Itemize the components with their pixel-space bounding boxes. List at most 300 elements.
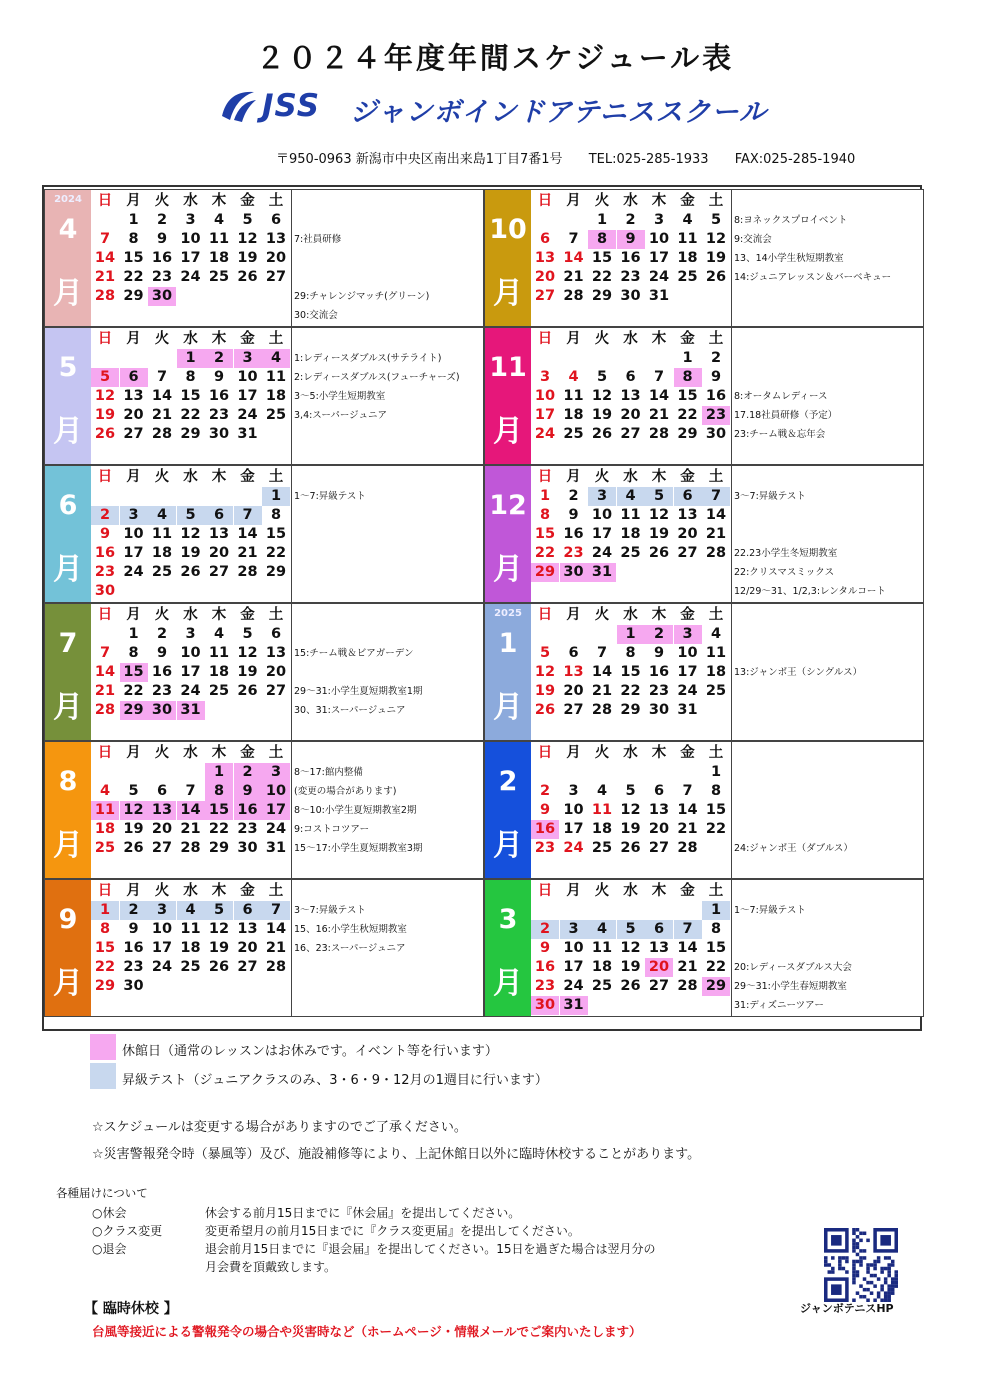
weekday-header: 木 <box>211 745 227 761</box>
day-cell: 15 <box>120 663 148 682</box>
day-cell: 5 <box>242 212 253 228</box>
day-cell: 10 <box>648 231 670 247</box>
day-cell: 26 <box>208 959 230 975</box>
day-cell: 21 <box>265 940 287 956</box>
day-cell: 22 <box>705 959 727 975</box>
day-cell: 11 <box>705 645 727 661</box>
day-cell: 23 <box>563 545 584 561</box>
day-cell: 6 <box>234 901 262 920</box>
day-cell: 13 <box>620 388 641 404</box>
event-note: 29～31:小学生夏短期教室1期 <box>294 686 423 697</box>
month-number: 12 <box>489 490 527 521</box>
month-label <box>485 880 531 1016</box>
day-cell: 22 <box>180 407 201 423</box>
day-cell: 6 <box>645 920 673 939</box>
day-cell: 27 <box>534 288 556 304</box>
day-cell: 10 <box>180 645 201 661</box>
day-cell: 24 <box>648 269 670 285</box>
day-cell: 14 <box>265 921 287 937</box>
weekday-header: 月 <box>126 331 141 347</box>
day-cell: 15 <box>180 388 201 404</box>
day-cell: 4 <box>262 349 290 368</box>
month-block-nov <box>484 327 924 465</box>
procedure-label-withdraw: ○退会 <box>92 1242 127 1256</box>
day-cell: 3 <box>185 626 196 642</box>
day-cell: 20 <box>265 250 287 266</box>
day-cell: 18 <box>620 526 641 542</box>
day-cell: 5 <box>128 783 139 799</box>
weekday-header: 金 <box>240 745 255 761</box>
day-cell: 31 <box>237 426 258 442</box>
weekday-header: 金 <box>680 193 695 209</box>
day-cell: 4 <box>710 626 722 642</box>
day-cell: 24 <box>265 821 287 837</box>
qr-label: ジャンボテニスHP <box>800 1302 894 1315</box>
month-kanji: 月 <box>53 828 83 863</box>
day-cell: 3 <box>560 920 588 939</box>
day-cell: 14 <box>648 388 670 404</box>
day-cell: 29 <box>591 288 613 304</box>
day-cell: 13 <box>677 507 698 523</box>
procedures-heading: 各種届けについて <box>56 1186 148 1200</box>
day-cell: 4 <box>588 920 616 939</box>
weekday-header: 日 <box>97 883 113 899</box>
day-cell: 14 <box>677 802 698 818</box>
day-cell: 30 <box>648 702 670 718</box>
day-cell: 4 <box>99 783 111 799</box>
event-note: 15～17:小学生夏短期教室3期 <box>294 843 423 854</box>
day-cell: 27 <box>208 564 230 580</box>
fax: FAX:025-285-1940 <box>734 152 856 167</box>
day-cell: 29 <box>531 563 559 582</box>
month-number: 10 <box>489 214 527 245</box>
day-cell: 23 <box>151 269 173 285</box>
day-cell: 8 <box>185 369 196 385</box>
event-note: 16、23:スーパージュニア <box>294 943 406 954</box>
day-cell: 12 <box>237 645 258 661</box>
day-cell: 16 <box>648 664 670 680</box>
day-cell: 21 <box>591 683 613 699</box>
month-block-jun <box>44 465 484 603</box>
day-cell: 3 <box>185 212 196 228</box>
day-cell: 28 <box>677 840 698 856</box>
weekday-header: 土 <box>268 193 284 209</box>
weekday-header: 土 <box>268 607 284 623</box>
day-cell: 22 <box>534 545 556 561</box>
day-cell: 16 <box>151 664 173 680</box>
day-cell: 1 <box>539 488 551 504</box>
day-cell: 16 <box>705 388 727 404</box>
weekday-header: 日 <box>97 469 113 485</box>
day-cell: 18 <box>151 545 173 561</box>
day-cell: 10 <box>563 940 584 956</box>
weekday-header: 金 <box>240 193 255 209</box>
logo-swoosh-icon <box>218 86 258 126</box>
month-notes <box>291 328 483 464</box>
day-cell: 15 <box>591 250 613 266</box>
day-cell: 29 <box>123 288 144 304</box>
month-block-oct <box>484 189 924 327</box>
procedure-label-pause: ○休会 <box>92 1206 127 1220</box>
day-cell: 19 <box>705 250 727 266</box>
weekday-header: 木 <box>651 883 667 899</box>
weekday-header: 火 <box>594 607 610 623</box>
weekday-header: 木 <box>651 607 667 623</box>
event-note: 29～31:小学生春短期教室 <box>734 981 847 992</box>
weekday-header: 火 <box>594 745 610 761</box>
day-cell: 5 <box>596 369 608 385</box>
day-cell: 25 <box>180 959 201 975</box>
month-label <box>45 880 91 1016</box>
day-cell: 22 <box>123 683 144 699</box>
month-kanji: 月 <box>53 552 83 587</box>
weekday-header: 木 <box>651 469 667 485</box>
day-cell: 12 <box>648 507 670 523</box>
day-cell: 11 <box>208 645 230 661</box>
event-note: 29:チャレンジマッチ(グリーン) <box>294 291 430 302</box>
day-cell: 9 <box>99 526 111 542</box>
day-cell: 1 <box>91 901 119 920</box>
day-cell: 10 <box>180 231 201 247</box>
day-cell: 5 <box>242 626 253 642</box>
weekday-header: 木 <box>211 469 227 485</box>
day-cell: 2 <box>120 901 148 920</box>
day-cell: 6 <box>270 626 282 642</box>
day-cell: 10 <box>534 388 556 404</box>
weekday-header: 土 <box>708 469 724 485</box>
day-cell: 29 <box>265 564 287 580</box>
day-cell: 9 <box>156 645 168 661</box>
month-block-dec <box>484 465 924 603</box>
day-cell: 26 <box>620 978 641 994</box>
day-cell: 17 <box>180 250 201 266</box>
day-cell: 26 <box>180 564 201 580</box>
day-cell: 28 <box>94 702 116 718</box>
day-cell: 22 <box>265 545 287 561</box>
postal-address: 〒950-0963 新潟市中央区南出来島1丁目7番1号 <box>276 152 563 167</box>
day-cell: 19 <box>180 545 201 561</box>
event-note: 13、14小学生秋短期教室 <box>734 253 844 264</box>
day-cell: 7 <box>262 901 290 920</box>
weekday-header: 水 <box>183 469 198 485</box>
weekday-header: 水 <box>623 469 638 485</box>
day-cell: 25 <box>591 978 613 994</box>
day-cell: 26 <box>705 269 727 285</box>
day-cell: 17 <box>262 801 290 820</box>
day-cell: 20 <box>208 545 230 561</box>
day-cell: 21 <box>648 407 670 423</box>
day-cell: 21 <box>151 407 173 423</box>
day-cell: 5 <box>645 487 673 506</box>
day-cell: 9 <box>710 369 722 385</box>
weekday-header: 火 <box>594 331 610 347</box>
tel: TEL:025-285-1933 <box>588 152 709 167</box>
day-cell: 17 <box>237 388 258 404</box>
day-cell: 25 <box>208 269 230 285</box>
day-cell: 14 <box>94 664 116 680</box>
event-note: 7:社員研修 <box>294 234 342 245</box>
temporary-closure-heading: 【 臨時休校 】 <box>84 1301 178 1317</box>
day-cell: 22 <box>620 683 641 699</box>
day-cell: 4 <box>177 901 205 920</box>
day-cell: 15 <box>265 526 287 542</box>
day-cell: 28 <box>265 959 287 975</box>
day-cell: 2 <box>156 212 168 228</box>
day-cell: 25 <box>94 840 116 856</box>
event-note: 9:交流会 <box>734 234 772 245</box>
qr-code-icon[interactable] <box>824 1228 898 1302</box>
day-cell: 20 <box>645 958 673 977</box>
weekday-header: 木 <box>211 193 227 209</box>
day-cell: 6 <box>205 506 233 525</box>
month-kanji: 月 <box>493 690 523 725</box>
day-cell: 2 <box>91 506 119 525</box>
day-cell: 12 <box>180 526 201 542</box>
weekday-header: 日 <box>97 607 113 623</box>
day-cell: 24 <box>591 545 613 561</box>
weekday-header: 水 <box>623 607 638 623</box>
day-cell: 24 <box>563 840 584 856</box>
month-number: 2 <box>498 766 518 797</box>
day-cell: 9 <box>128 921 139 937</box>
month-notes <box>291 466 483 602</box>
day-cell: 9 <box>234 782 262 801</box>
day-cell: 16 <box>531 820 559 839</box>
day-cell: 30 <box>123 978 144 994</box>
weekday-header: 日 <box>537 607 553 623</box>
day-cell: 12 <box>620 940 641 956</box>
day-cell: 18 <box>208 664 230 680</box>
month-kanji: 月 <box>493 414 523 449</box>
day-cell: 26 <box>648 545 670 561</box>
day-cell: 30 <box>620 288 641 304</box>
logo-name: ジャンボインドアテニススクール <box>350 97 768 128</box>
day-cell: 27 <box>620 426 641 442</box>
day-cell: 24 <box>534 426 556 442</box>
day-cell: 2 <box>710 350 722 366</box>
weekday-header: 火 <box>154 193 170 209</box>
day-cell: 30 <box>237 840 258 856</box>
day-cell: 6 <box>625 369 636 385</box>
temporary-closure-text: 台風等接近による警報発令の場合や災害時など（ホームページ・情報メールでご案内いたします） <box>92 1324 642 1339</box>
weekday-header: 土 <box>268 883 284 899</box>
day-cell: 11 <box>208 231 230 247</box>
day-cell: 26 <box>237 683 258 699</box>
day-cell: 23 <box>702 406 730 425</box>
day-cell: 7 <box>682 783 693 799</box>
procedure-text-class-change: 変更希望月の前月15日までに『クラス変更届』を提出してください。 <box>205 1224 580 1238</box>
month-kanji: 月 <box>493 276 523 311</box>
weekday-header: 木 <box>211 883 227 899</box>
weekday-header: 土 <box>708 193 724 209</box>
day-cell: 19 <box>94 407 116 423</box>
day-cell: 13 <box>148 801 176 820</box>
event-note: 3,4:スーパージュニア <box>294 410 387 421</box>
day-cell: 9 <box>213 369 225 385</box>
day-cell: 27 <box>563 702 584 718</box>
page-title: ２０２４年度年間スケジュール表 <box>255 41 735 75</box>
month-notes <box>291 190 483 326</box>
day-cell: 12 <box>120 801 148 820</box>
day-cell: 2 <box>539 783 551 799</box>
day-cell: 16 <box>94 545 116 561</box>
day-cell: 2 <box>645 625 673 644</box>
day-cell: 28 <box>677 978 698 994</box>
event-note: 1:レディースダブルス(サテライト) <box>294 353 442 364</box>
weekday-header: 水 <box>183 745 198 761</box>
day-cell: 27 <box>237 959 258 975</box>
day-cell: 1 <box>702 901 730 920</box>
weekday-header: 土 <box>708 745 724 761</box>
weekday-header: 土 <box>268 745 284 761</box>
day-cell: 22 <box>677 407 698 423</box>
day-cell: 23 <box>151 683 173 699</box>
day-cell: 30 <box>148 287 176 306</box>
day-cell: 29 <box>94 978 116 994</box>
day-cell: 16 <box>620 250 641 266</box>
day-cell: 11 <box>620 507 641 523</box>
weekday-header: 日 <box>97 745 113 761</box>
month-block-jan <box>484 603 924 741</box>
weekday-header: 月 <box>566 745 581 761</box>
day-cell: 12 <box>208 921 230 937</box>
day-cell: 30 <box>705 426 727 442</box>
day-cell: 19 <box>534 683 556 699</box>
day-cell: 7 <box>568 231 579 247</box>
day-cell: 25 <box>620 545 641 561</box>
day-cell: 3 <box>262 763 290 782</box>
day-cell: 3 <box>234 349 262 368</box>
day-cell: 28 <box>648 426 670 442</box>
day-cell: 28 <box>563 288 584 304</box>
weekday-header: 日 <box>537 331 553 347</box>
day-cell: 29 <box>180 426 201 442</box>
month-label <box>485 466 531 602</box>
day-cell: 8 <box>674 368 702 387</box>
weekday-header: 火 <box>154 745 170 761</box>
weekday-header: 日 <box>97 331 113 347</box>
day-cell: 26 <box>237 269 258 285</box>
event-note: 9:コストコツアー <box>294 824 370 835</box>
weekday-header: 水 <box>183 883 198 899</box>
day-cell: 24 <box>237 407 258 423</box>
day-cell: 31 <box>648 288 670 304</box>
day-cell: 17 <box>123 545 144 561</box>
month-number: 11 <box>489 352 527 383</box>
day-cell: 22 <box>123 269 144 285</box>
weekday-header: 水 <box>623 193 638 209</box>
day-cell: 21 <box>180 821 201 837</box>
day-cell: 17 <box>151 940 173 956</box>
day-cell: 6 <box>568 645 579 661</box>
weekday-header: 金 <box>680 883 695 899</box>
day-cell: 18 <box>705 664 727 680</box>
day-cell: 15 <box>705 802 727 818</box>
weekday-header: 木 <box>651 745 667 761</box>
day-cell: 31 <box>588 563 616 582</box>
day-cell: 30 <box>560 563 588 582</box>
day-cell: 25 <box>265 407 287 423</box>
day-cell: 17 <box>677 664 698 680</box>
day-cell: 5 <box>617 920 645 939</box>
day-cell: 6 <box>270 212 282 228</box>
event-note: 8:オータムレディース <box>734 391 828 402</box>
day-cell: 22 <box>94 959 116 975</box>
month-kanji: 月 <box>53 690 83 725</box>
event-note: 30、31:スーパージュニア <box>294 705 406 716</box>
day-cell: 15 <box>705 940 727 956</box>
day-cell: 21 <box>237 545 258 561</box>
weekday-header: 水 <box>623 883 638 899</box>
day-cell: 20 <box>648 821 670 837</box>
day-cell: 13 <box>648 940 670 956</box>
day-cell: 19 <box>648 526 670 542</box>
day-cell: 24 <box>151 959 173 975</box>
day-cell: 17 <box>180 664 201 680</box>
day-cell: 6 <box>674 487 702 506</box>
day-cell: 10 <box>151 921 173 937</box>
weekday-header: 月 <box>566 607 581 623</box>
day-cell: 13 <box>265 231 287 247</box>
day-cell: 12 <box>94 388 116 404</box>
month-kanji: 月 <box>493 552 523 587</box>
weekday-header: 金 <box>680 331 695 347</box>
day-cell: 15 <box>677 388 698 404</box>
day-cell: 4 <box>148 506 176 525</box>
day-cell: 18 <box>591 959 613 975</box>
day-cell: 7 <box>234 506 262 525</box>
day-cell: 9 <box>539 802 551 818</box>
event-note: 20:レディースダブルス大会 <box>734 962 852 973</box>
day-cell: 7 <box>156 369 168 385</box>
day-cell: 5 <box>625 783 636 799</box>
day-cell: 8 <box>128 645 139 661</box>
day-cell: 31 <box>560 996 588 1015</box>
event-note: 23:チーム戦＆忘年会 <box>734 429 826 440</box>
weekday-header: 日 <box>537 745 553 761</box>
month-number: 8 <box>58 766 78 797</box>
day-cell: 24 <box>563 978 584 994</box>
day-cell: 12 <box>237 231 258 247</box>
month-kanji: 月 <box>493 828 523 863</box>
event-note: 2:レディースダブルス(フューチャーズ) <box>294 372 460 383</box>
weekday-header: 金 <box>240 607 255 623</box>
notice-temporary-closure: ☆災害警報発令時（暴風等）及び、施設補修等により、上記休館日以外に臨時休校することがあります。 <box>92 1147 701 1162</box>
day-cell: 10 <box>677 645 698 661</box>
month-kanji: 月 <box>53 414 83 449</box>
month-number: 7 <box>58 628 78 659</box>
weekday-header: 月 <box>566 883 581 899</box>
event-note: 3～7:昇級テスト <box>294 905 366 916</box>
day-cell: 13 <box>534 250 556 266</box>
logo-abbr: JSS <box>262 88 321 124</box>
day-cell: 29 <box>702 977 730 996</box>
day-cell: 21 <box>705 526 727 542</box>
weekday-header: 木 <box>211 331 227 347</box>
weekday-header: 金 <box>240 331 255 347</box>
day-cell: 19 <box>123 821 144 837</box>
day-cell: 20 <box>677 526 698 542</box>
day-cell: 26 <box>123 840 144 856</box>
month-notes <box>291 604 483 740</box>
day-cell: 11 <box>265 369 287 385</box>
day-cell: 24 <box>180 683 201 699</box>
legend-test-swatch <box>90 1063 116 1089</box>
day-cell: 27 <box>265 269 287 285</box>
month-kanji: 月 <box>493 966 523 1001</box>
day-cell: 4 <box>568 369 579 385</box>
event-note: 14:ジュニアレッスン＆バーベキュー <box>734 272 892 283</box>
